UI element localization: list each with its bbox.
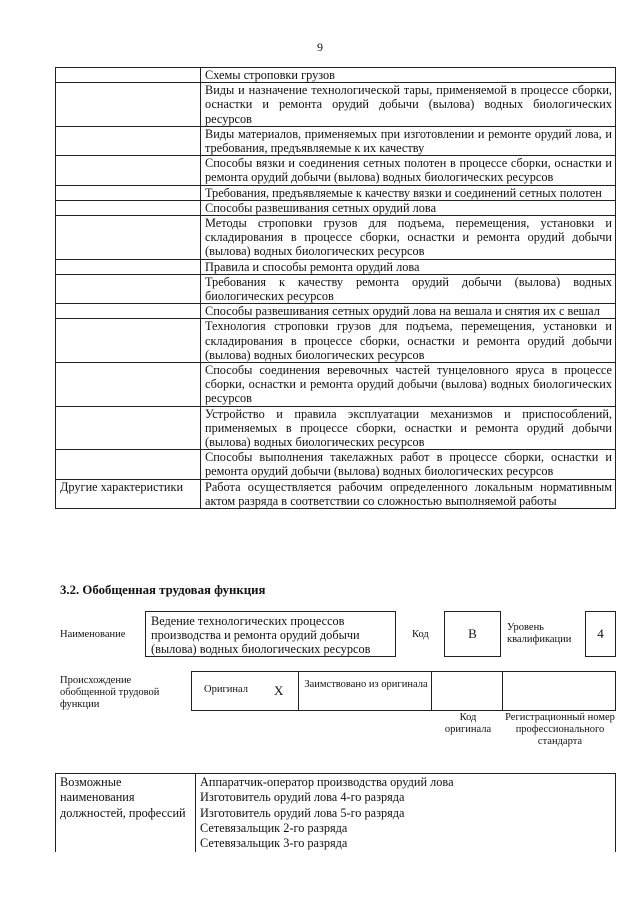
qualification-level-label: Уровень квалификации [507, 622, 572, 645]
origin-code-caption: Код оригинала [444, 712, 492, 735]
origin-divider [298, 672, 299, 710]
profession-item: Изготовитель орудий лова 5-го разряда [200, 805, 405, 820]
table-row [56, 406, 616, 450]
profession-item: Сетевязальщик 3-го разряда [200, 836, 348, 851]
knowledge-item: Требования к качеству ремонта орудий добычи (вылова) водных биологических ресурсов [201, 274, 616, 303]
original-mark: X [274, 683, 284, 698]
registration-number-caption: Регистрационный номер профессионального стандарта [505, 712, 615, 747]
professions-table [55, 773, 616, 852]
origin-code-box [431, 671, 503, 711]
table-row [56, 479, 616, 508]
knowledge-item: Схемы строповки грузов [201, 68, 616, 83]
code-label: Код [412, 629, 429, 640]
name-label: Наименование [60, 629, 126, 640]
knowledge-item: Правила и способы ремонта орудий лова [201, 259, 616, 274]
knowledge-item: Способы развешивания сетных орудий лова на вешала и снятия их с вешал [201, 304, 616, 319]
qualification-level-box [585, 611, 616, 657]
page-number: 9 [317, 40, 323, 54]
table-row [56, 126, 616, 155]
table-row [56, 304, 616, 319]
table-row [56, 83, 616, 127]
code-box [444, 611, 501, 657]
function-name-box [145, 611, 396, 657]
knowledge-item: Технология строповки грузов для подъема, перемещения, установки и складирования в процессе сборки, оснастки и ремонта орудий добычи (вылова) водных биологических ресурсов [201, 319, 616, 363]
origin-label: Происхождение обобщенной трудовой функции [60, 675, 160, 710]
table-row [56, 185, 616, 200]
knowledge-item: Методы строповки грузов для подъема, перемещения, установки и складирования в процессе сборки, оснастки и ремонта орудий добычи (вылова) водных биологических ресурсов [201, 216, 616, 260]
borrowed-label: Заимствовано из оригинала [304, 679, 428, 690]
knowledge-item: Устройство и правила эксплуатации механизмов и приспособлений, применяемых в процессе сборки, оснастки и ремонта орудий добычи (вылова) водных биологических ресурсов [201, 406, 616, 450]
table-row [56, 200, 616, 215]
knowledge-item: Способы развешивания сетных орудий лова [201, 200, 616, 215]
knowledge-item: Виды и назначение технологической тары, применяемой в процессе сборки, оснастки и ремонта орудий добычи (вылова) водных биологических ресурсов [201, 83, 616, 127]
table-row [56, 450, 616, 479]
table-row [56, 363, 616, 407]
profession-item: Аппаратчик-оператор производства орудий лова [200, 775, 454, 789]
section-title: 3.2. Обобщенная трудовая функция [60, 583, 266, 597]
knowledge-item: Требования, предъявляемые к качеству вязки и соединений сетных полотен [201, 185, 616, 200]
knowledge-item: Виды материалов, применяемых при изготовлении и ремонте орудий лова, и требования, предъявляемые к их качеству [201, 126, 616, 155]
table-row [56, 156, 616, 185]
table-row [56, 68, 616, 83]
profession-item: Изготовитель орудий лова 4-го разряда [200, 790, 405, 805]
registration-number-box [502, 671, 616, 711]
origin-box [191, 671, 432, 711]
professions-list [196, 774, 616, 853]
knowledge-label-cell [56, 68, 201, 83]
table-row [56, 259, 616, 274]
table-row [56, 319, 616, 363]
other-characteristics-text: Работа осуществляется рабочим определенного локальным нормативным актом разряда в соответствии со сложностью выполняемой работы [201, 479, 616, 508]
qualification-level-value: 4 [597, 626, 604, 641]
other-characteristics-label: Другие характеристики [56, 479, 201, 508]
original-label: Оригинал [204, 684, 248, 695]
knowledge-item: Способы соединения веревочных частей тунцеловного яруса в процессе сборки, оснастки и ремонта орудий добычи (вылова) водных биологических ресурсов [201, 363, 616, 407]
profession-item: Сетевязальщик 2-го разряда [200, 820, 348, 835]
knowledge-item: Способы выполнения такелажных работ в процессе сборки, оснастки и ремонта орудий добычи (вылова) водных биологических ресурсов [201, 450, 616, 479]
function-name-value: Ведение технологических процессов производства и ремонта орудий добычи (вылова) водных биологических ресурсов [151, 614, 371, 656]
table-row [56, 274, 616, 303]
table-row [56, 216, 616, 260]
table-row [56, 774, 616, 853]
knowledge-table [55, 67, 616, 509]
knowledge-item: Способы вязки и соединения сетных полотен в процессе сборки, оснастки и ремонта орудий добычи (вылова) водных биологических ресурсов [201, 156, 616, 185]
professions-label: Возможные наименования должностей, профессий [56, 774, 196, 853]
code-value: B [468, 626, 477, 641]
